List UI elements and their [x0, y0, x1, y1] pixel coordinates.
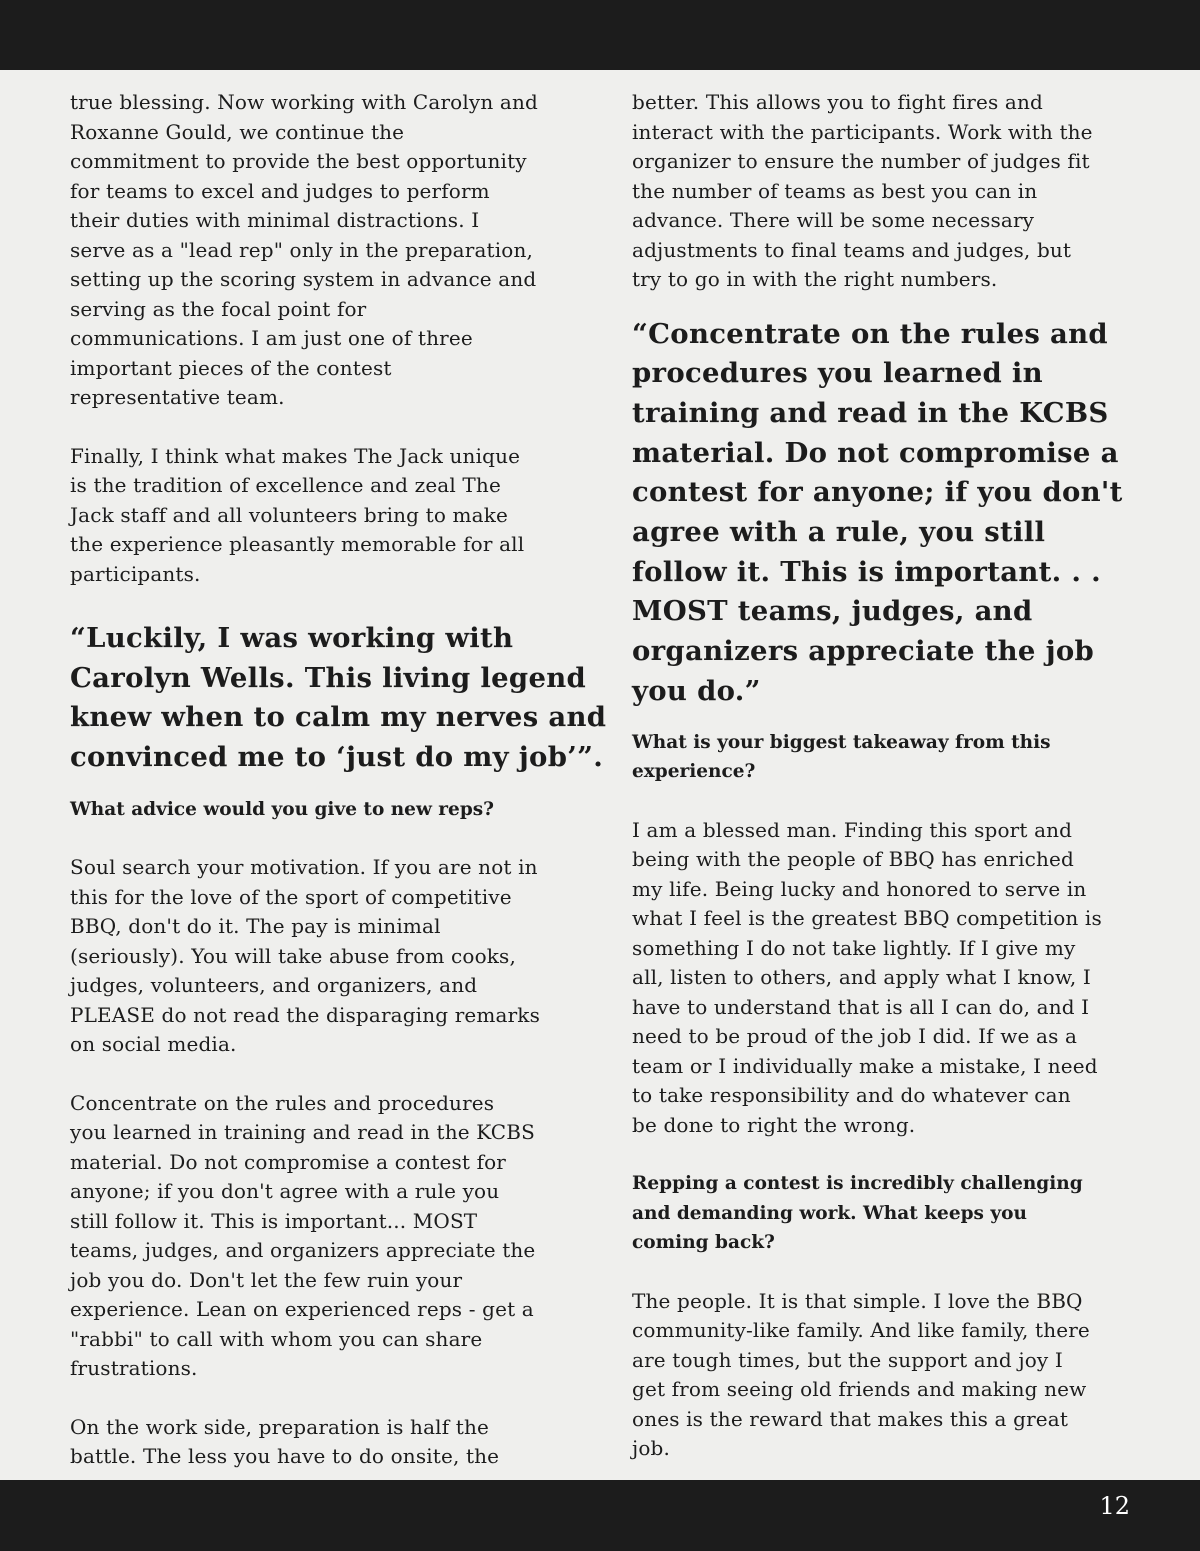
top-bar: [0, 0, 1200, 70]
spacer: [70, 778, 610, 795]
right-pull-quote: “Concentrate on the rules and procedures you learned in training and read in the KCBS material. Do not compromise a contest for anyone; if you don't agree with a rule, you still follow it. This is important. . . MOST teams, judges, and organizers appreciate the job you do.”: [632, 317, 1123, 707]
spacer: [632, 787, 1142, 816]
right-column: [632, 88, 1142, 1464]
left-question-1: What advice would you give to new reps?: [70, 798, 495, 820]
left-paragraph-3: Soul search your motivation. If you are not in this for the love of the sport of competitive BBQ, don't do it. The pay is minimal (seriously). You will take abuse from cooks, judges, volunteers, and organizers, and PLEASE do not read the disparaging remarks on social media.: [70, 855, 540, 1057]
spacer: [632, 1258, 1142, 1287]
spacer: [70, 1384, 610, 1413]
spacer: [70, 413, 610, 442]
right-paragraph-2: I am a blessed man. Finding this sport and being with the people of BBQ has enriched my life. Being lucky and honored to serve in what I feel is the greatest BBQ competition is something I do not take lightly. If I give my all, listen to others, and apply what I know, I have to understand that is all I can do, and I need to be proud of the job I did. If we as a team or I individually make a mistake, I need to take responsibility and do whatever can be done to right the wrong.: [632, 817, 1102, 1137]
left-column: [70, 88, 610, 1472]
left-paragraph-1: true blessing. Now working with Carolyn and Roxanne Gould, we continue the commitment to provide the best opportunity for teams to excel and judges to perform their duties with minimal distractions. I serve as a "lead rep" only in the preparation, setting up the scoring system in advance and serving as the focal point for communications. I am just one of three important pieces of the contest representative team.: [70, 90, 538, 409]
right-question-2: Repping a contest is incredibly challenging and demanding work. What keeps you coming back?: [632, 1173, 1083, 1254]
right-paragraph-3: The people. It is that simple. I love the BBQ community-like family. And like family, there are tough times, but the support and joy I get from seeing old friends and making new ones is the reward that makes this a great job.: [632, 1288, 1090, 1461]
left-paragraph-2: Finally, I think what makes The Jack unique is the tradition of excellence and zeal The Jack staff and all volunteers bring to make the experience pleasantly memorable for all participants.: [70, 443, 525, 586]
spacer: [70, 1060, 610, 1089]
page-number: 12: [1099, 1492, 1130, 1520]
spacer: [632, 1140, 1142, 1169]
left-paragraph-4: Concentrate on the rules and procedures you learned in training and read in the KCBS material. Do not compromise a contest for anyone; if you don't agree with a rule you still follow it. This is important... MOST teams, judges, and organizers appreciate the job you do. Don't let the few ruin your experience. Lean on experienced reps - get a "rabbi" to call with whom you can share frustrations.: [70, 1090, 536, 1381]
spacer: [70, 589, 610, 619]
right-question-1: What is your biggest takeaway from this experience?: [632, 731, 1051, 783]
spacer: [632, 295, 1142, 315]
spacer: [632, 712, 1142, 728]
spacer: [70, 824, 610, 853]
left-pull-quote: “Luckily, I was working with Carolyn Wells. This living legend knew when to calm my nerves and convinced me to ‘just do my job’”.: [70, 622, 607, 774]
right-paragraph-1: better. This allows you to fight fires and interact with the participants. Work with the organizer to ensure the number of judges fit the number of teams as best you can in advance. There will be some necessary adjustments to final teams and judges, but try to go in with the right numbers.: [632, 90, 1093, 291]
bottom-bar: [0, 1480, 1200, 1551]
left-paragraph-5: On the work side, preparation is half the battle. The less you have to do onsite, the: [70, 1414, 500, 1469]
